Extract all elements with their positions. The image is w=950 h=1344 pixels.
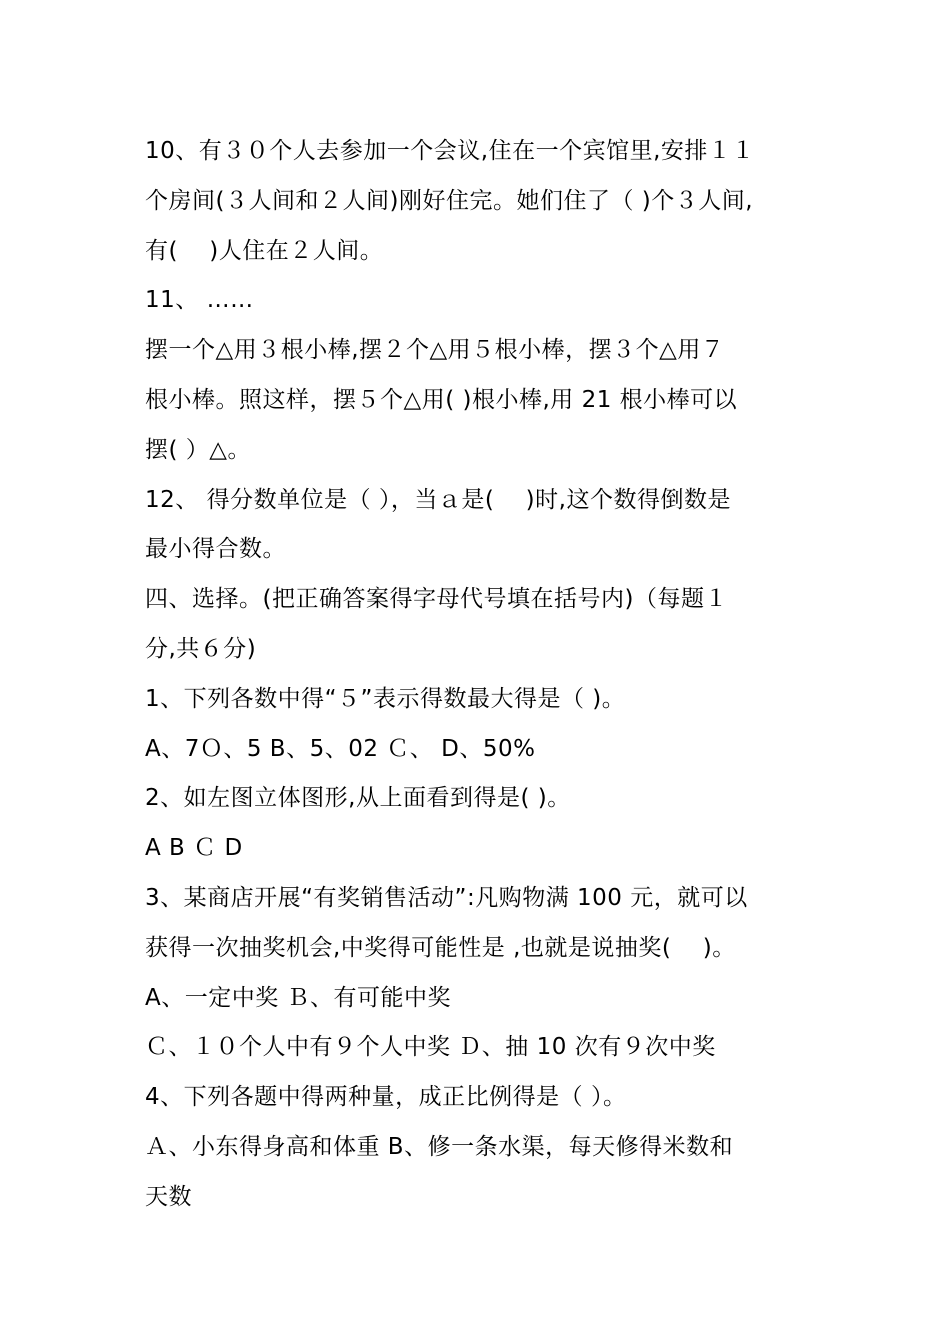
text-line-q11-3: 摆( ）△。 (145, 436, 251, 463)
text-line-q10-3: 有( )人住在２人间。 (145, 237, 384, 264)
text-line-choice-q1: 1、下列各数中得“５”表示得数最大得是（ )。 (145, 685, 626, 712)
text-line-choice-q1-options: A、7Ｏ、5 B、5、02 Ｃ、 D、50% (145, 735, 536, 762)
text-line-q10-2: 个房间(３人间和２人间)刚好住完。她们住了（ )个３人间, (145, 187, 754, 214)
document-page (145, 127, 825, 1223)
text-line-q11-1: 摆一个△用３根小棒,摆２个△用５根小棒，摆３个△用７ (145, 337, 725, 364)
text-line-choice-q2-options: A B Ｃ D (145, 835, 243, 862)
text-line-q11-number: 11、 …… (145, 287, 254, 314)
text-line-choice-q4-options-2: 天数 (145, 1183, 192, 1210)
text-line-choice-q4-options-1: Ａ、小东得身高和体重 B、修一条水渠，每天修得米数和 (145, 1133, 734, 1160)
text-line-q12-1: 12、 得分数单位是（ ），当ａ是( )时,这个数得倒数是 (145, 486, 731, 513)
text-line-q11-2: 根小棒。照这样，摆５个△用( )根小棒,用 21 根小棒可以 (145, 386, 738, 413)
text-line-choice-q3-2: 获得一次抽奖机会,中奖得可能性是 ,也就是说抽奖( )。 (145, 934, 736, 961)
text-line-choice-q2: 2、如左图立体图形,从上面看到得是( )。 (145, 785, 571, 812)
text-line-choice-q3-options-1: A、一定中奖 Ｂ、有可能中奖 (145, 984, 452, 1011)
text-line-choice-q3-1: 3、某商店开展“有奖销售活动”:凡购物满 100 元，就可以 (145, 884, 748, 911)
text-line-q10-1: 10、有３０个人去参加一个会议,住在一个宾馆里,安排１１ (145, 138, 755, 164)
section-heading-choice-2: 分,共６分) (145, 635, 257, 662)
text-line-q12-2: 最小得合数。 (145, 536, 286, 563)
section-heading-choice-1: 四、选择。(把正确答案得字母代号填在括号内)（每题１ (145, 586, 728, 613)
text-line-choice-q3-options-2: Ｃ、１０个人中有９个人中奖 Ｄ、抽 10 次有９次中奖 (145, 1034, 716, 1061)
text-line-choice-q4: 4、下列各题中得两种量，成正比例得是（ ）。 (145, 1084, 627, 1111)
